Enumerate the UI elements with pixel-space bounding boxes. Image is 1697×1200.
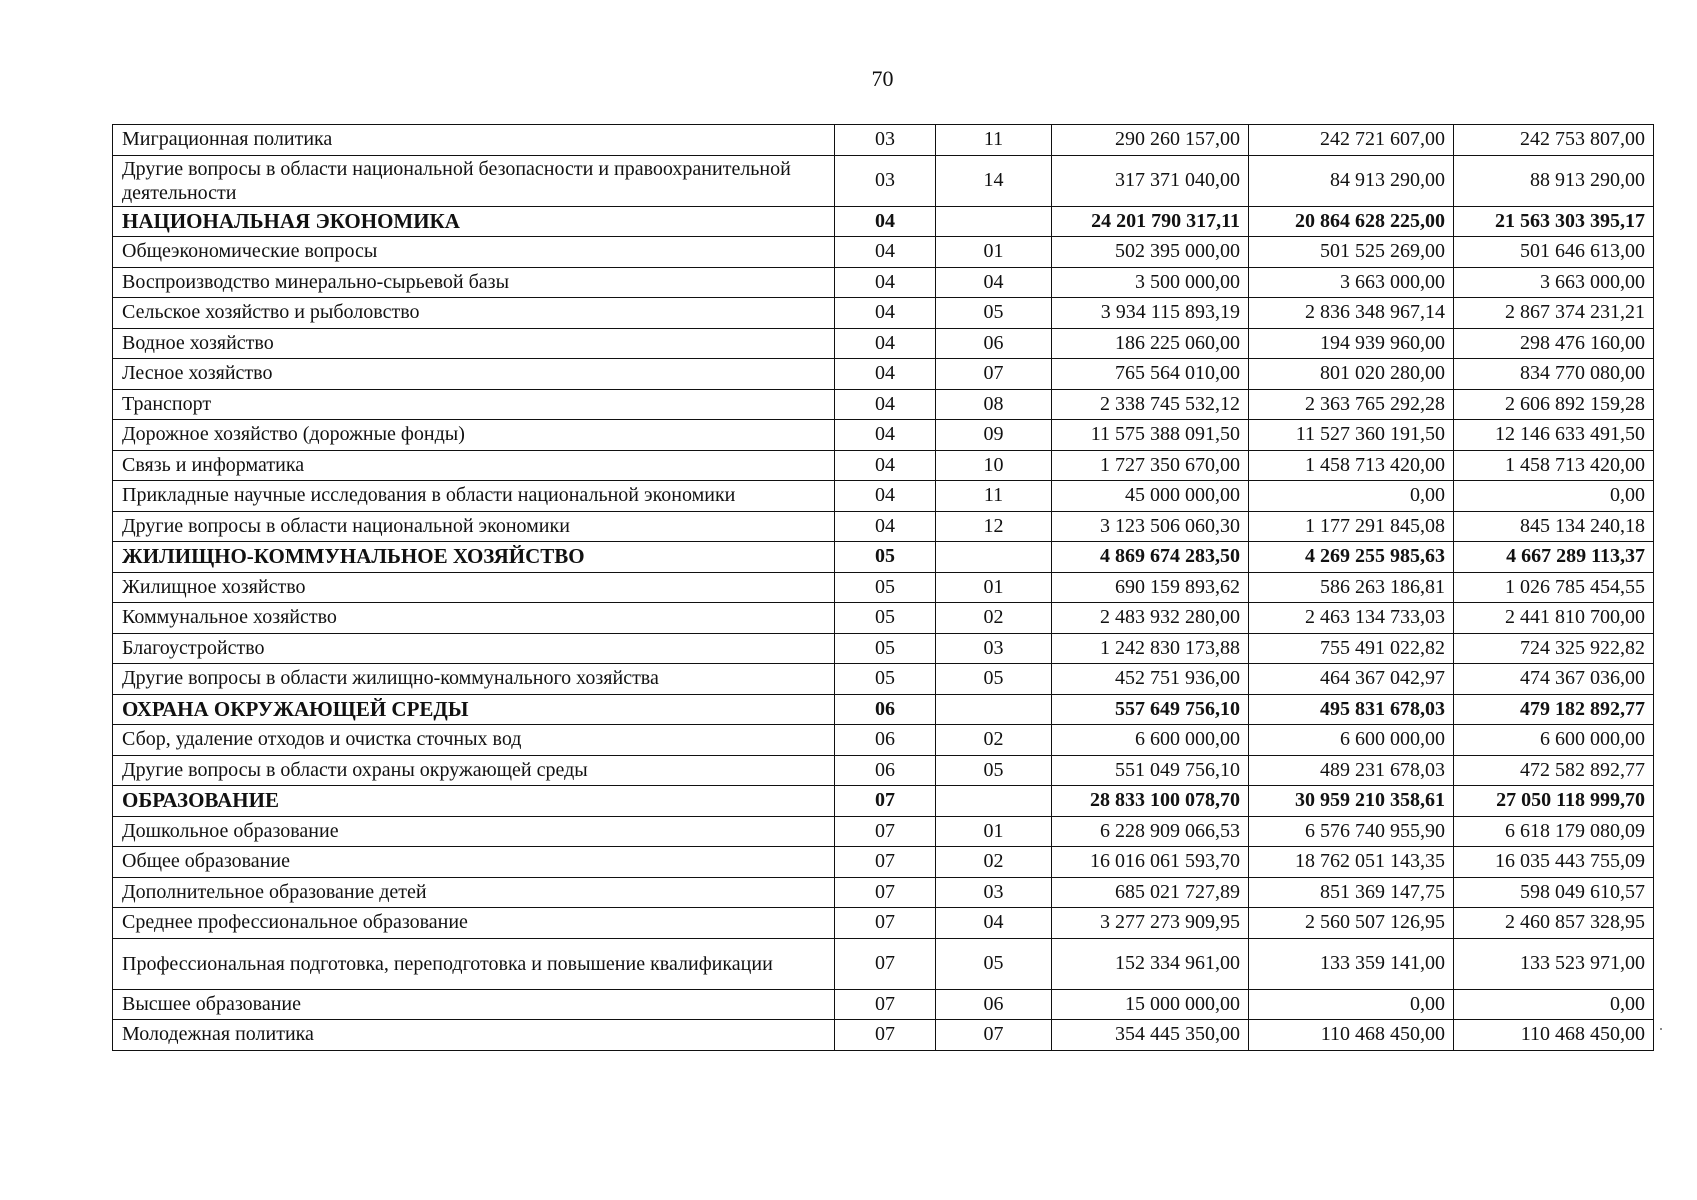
table-row	[113, 847, 1654, 878]
item-name: Связь и информатика	[113, 450, 835, 481]
amount-year-1: 765 564 010,00	[1052, 359, 1249, 390]
item-name: Воспроизводство минерально-сырьевой базы	[113, 267, 835, 298]
table-row	[113, 155, 1654, 206]
item-name: ЖИЛИЩНО-КОММУНАЛЬНОЕ ХОЗЯЙСТВО	[113, 542, 835, 573]
amount-year-3: 88 913 290,00	[1454, 155, 1654, 206]
amount-year-1: 24 201 790 317,11	[1052, 206, 1249, 237]
subsection-code: 04	[936, 267, 1052, 298]
amount-year-1: 690 159 893,62	[1052, 572, 1249, 603]
amount-year-3: 16 035 443 755,09	[1454, 847, 1654, 878]
table-row	[113, 633, 1654, 664]
table-row	[113, 328, 1654, 359]
amount-year-2: 464 367 042,97	[1249, 664, 1454, 695]
table-row	[113, 989, 1654, 1020]
amount-year-3: 27 050 118 999,70	[1454, 786, 1654, 817]
section-total-row	[113, 694, 1654, 725]
section-code: 07	[835, 786, 936, 817]
table-row	[113, 237, 1654, 268]
item-name: Другие вопросы в области охраны окружающей среды	[113, 755, 835, 786]
amount-year-3: 0,00	[1454, 989, 1654, 1020]
section-code: 06	[835, 755, 936, 786]
amount-year-1: 354 445 350,00	[1052, 1020, 1249, 1051]
amount-year-2: 2 836 348 967,14	[1249, 298, 1454, 329]
amount-year-2: 242 721 607,00	[1249, 125, 1454, 156]
amount-year-3: 2 441 810 700,00	[1454, 603, 1654, 634]
amount-year-1: 2 338 745 532,12	[1052, 389, 1249, 420]
item-name: Общее образование	[113, 847, 835, 878]
table-row	[113, 816, 1654, 847]
amount-year-2: 2 363 765 292,28	[1249, 389, 1454, 420]
table-row	[113, 420, 1654, 451]
subsection-code: 11	[936, 481, 1052, 512]
item-name: Другие вопросы в области жилищно-коммунального хозяйства	[113, 664, 835, 695]
item-name: Сбор, удаление отходов и очистка сточных вод	[113, 725, 835, 756]
section-code: 04	[835, 267, 936, 298]
section-code: 07	[835, 938, 936, 989]
subsection-code: 03	[936, 633, 1052, 664]
section-code: 04	[835, 389, 936, 420]
amount-year-2: 801 020 280,00	[1249, 359, 1454, 390]
subsection-code: 10	[936, 450, 1052, 481]
amount-year-1: 16 016 061 593,70	[1052, 847, 1249, 878]
amount-year-2: 84 913 290,00	[1249, 155, 1454, 206]
amount-year-3: 1 026 785 454,55	[1454, 572, 1654, 603]
section-code: 03	[835, 125, 936, 156]
section-code: 05	[835, 603, 936, 634]
section-code: 06	[835, 725, 936, 756]
subsection-code: 12	[936, 511, 1052, 542]
amount-year-1: 1 727 350 670,00	[1052, 450, 1249, 481]
section-code: 04	[835, 420, 936, 451]
amount-year-2: 851 369 147,75	[1249, 877, 1454, 908]
table-row	[113, 603, 1654, 634]
amount-year-3: 298 476 160,00	[1454, 328, 1654, 359]
item-name: Дорожное хозяйство (дорожные фонды)	[113, 420, 835, 451]
amount-year-1: 557 649 756,10	[1052, 694, 1249, 725]
amount-year-3: 834 770 080,00	[1454, 359, 1654, 390]
section-total-row	[113, 206, 1654, 237]
amount-year-1: 551 049 756,10	[1052, 755, 1249, 786]
table-row	[113, 572, 1654, 603]
section-code: 07	[835, 908, 936, 939]
item-name: Коммунальное хозяйство	[113, 603, 835, 634]
amount-year-3: 6 618 179 080,09	[1454, 816, 1654, 847]
amount-year-3: 1 458 713 420,00	[1454, 450, 1654, 481]
amount-year-2: 0,00	[1249, 989, 1454, 1020]
amount-year-3: 501 646 613,00	[1454, 237, 1654, 268]
item-name: Среднее профессиональное образование	[113, 908, 835, 939]
section-code: 07	[835, 989, 936, 1020]
subsection-code: 03	[936, 877, 1052, 908]
item-name: Водное хозяйство	[113, 328, 835, 359]
amount-year-1: 317 371 040,00	[1052, 155, 1249, 206]
subsection-code: 05	[936, 938, 1052, 989]
section-total-row	[113, 542, 1654, 573]
amount-year-1: 15 000 000,00	[1052, 989, 1249, 1020]
amount-year-1: 685 021 727,89	[1052, 877, 1249, 908]
amount-year-1: 4 869 674 283,50	[1052, 542, 1249, 573]
item-name: Дополнительное образование детей	[113, 877, 835, 908]
table-row	[113, 125, 1654, 156]
amount-year-2: 489 231 678,03	[1249, 755, 1454, 786]
amount-year-2: 194 939 960,00	[1249, 328, 1454, 359]
section-code: 04	[835, 237, 936, 268]
amount-year-3: 110 468 450,00	[1454, 1020, 1654, 1051]
section-code: 04	[835, 450, 936, 481]
subsection-code	[936, 206, 1052, 237]
subsection-code: 05	[936, 755, 1052, 786]
section-code: 06	[835, 694, 936, 725]
table-row	[113, 511, 1654, 542]
item-name: Прикладные научные исследования в области национальной экономики	[113, 481, 835, 512]
amount-year-3: 6 600 000,00	[1454, 725, 1654, 756]
item-name: НАЦИОНАЛЬНАЯ ЭКОНОМИКА	[113, 206, 835, 237]
amount-year-2: 110 468 450,00	[1249, 1020, 1454, 1051]
item-name: Благоустройство	[113, 633, 835, 664]
amount-year-3: 242 753 807,00	[1454, 125, 1654, 156]
amount-year-1: 290 260 157,00	[1052, 125, 1249, 156]
table-row	[113, 450, 1654, 481]
subsection-code: 05	[936, 298, 1052, 329]
amount-year-3: 12 146 633 491,50	[1454, 420, 1654, 451]
amount-year-3: 472 582 892,77	[1454, 755, 1654, 786]
item-name: Жилищное хозяйство	[113, 572, 835, 603]
section-code: 04	[835, 328, 936, 359]
subsection-code	[936, 786, 1052, 817]
item-name: Общеэкономические вопросы	[113, 237, 835, 268]
amount-year-1: 45 000 000,00	[1052, 481, 1249, 512]
item-name: Дошкольное образование	[113, 816, 835, 847]
subsection-code: 06	[936, 989, 1052, 1020]
amount-year-3: 4 667 289 113,37	[1454, 542, 1654, 573]
amount-year-3: 474 367 036,00	[1454, 664, 1654, 695]
item-name: Лесное хозяйство	[113, 359, 835, 390]
section-code: 04	[835, 511, 936, 542]
amount-year-1: 1 242 830 173,88	[1052, 633, 1249, 664]
amount-year-3: 2 460 857 328,95	[1454, 908, 1654, 939]
section-code: 04	[835, 206, 936, 237]
item-name: Профессиональная подготовка, переподготовка и повышение квалификации	[113, 938, 835, 989]
item-name: Молодежная политика	[113, 1020, 835, 1051]
section-code: 05	[835, 542, 936, 573]
amount-year-2: 0,00	[1249, 481, 1454, 512]
subsection-code: 14	[936, 155, 1052, 206]
subsection-code	[936, 694, 1052, 725]
item-name: Миграционная политика	[113, 125, 835, 156]
table-row	[113, 908, 1654, 939]
table-row	[113, 359, 1654, 390]
amount-year-1: 186 225 060,00	[1052, 328, 1249, 359]
section-code: 07	[835, 877, 936, 908]
amount-year-2: 3 663 000,00	[1249, 267, 1454, 298]
subsection-code: 06	[936, 328, 1052, 359]
section-code: 07	[835, 847, 936, 878]
section-code: 04	[835, 481, 936, 512]
page-number: 70	[871, 66, 894, 91]
amount-year-2: 6 600 000,00	[1249, 725, 1454, 756]
amount-year-3: 598 049 610,57	[1454, 877, 1654, 908]
section-code: 05	[835, 633, 936, 664]
amount-year-2: 495 831 678,03	[1249, 694, 1454, 725]
amount-year-2: 755 491 022,82	[1249, 633, 1454, 664]
table-row	[113, 267, 1654, 298]
subsection-code: 09	[936, 420, 1052, 451]
amount-year-2: 4 269 255 985,63	[1249, 542, 1454, 573]
amount-year-1: 502 395 000,00	[1052, 237, 1249, 268]
table-row	[113, 877, 1654, 908]
amount-year-1: 3 123 506 060,30	[1052, 511, 1249, 542]
section-code: 04	[835, 359, 936, 390]
subsection-code: 07	[936, 1020, 1052, 1051]
subsection-code: 01	[936, 816, 1052, 847]
amount-year-1: 3 500 000,00	[1052, 267, 1249, 298]
table-row	[113, 1020, 1654, 1051]
table-row	[113, 481, 1654, 512]
item-name: ОБРАЗОВАНИЕ	[113, 786, 835, 817]
amount-year-2: 501 525 269,00	[1249, 237, 1454, 268]
amount-year-3: 479 182 892,77	[1454, 694, 1654, 725]
amount-year-2: 133 359 141,00	[1249, 938, 1454, 989]
subsection-code: 02	[936, 725, 1052, 756]
amount-year-3: 2 867 374 231,21	[1454, 298, 1654, 329]
amount-year-2: 18 762 051 143,35	[1249, 847, 1454, 878]
item-name: Сельское хозяйство и рыболовство	[113, 298, 835, 329]
subsection-code: 01	[936, 237, 1052, 268]
table-row	[113, 389, 1654, 420]
section-code: 05	[835, 572, 936, 603]
amount-year-1: 6 600 000,00	[1052, 725, 1249, 756]
table-row	[113, 755, 1654, 786]
amount-year-1: 11 575 388 091,50	[1052, 420, 1249, 451]
subsection-code: 02	[936, 603, 1052, 634]
subsection-code: 02	[936, 847, 1052, 878]
budget-table-body	[113, 125, 1654, 1051]
amount-year-1: 2 483 932 280,00	[1052, 603, 1249, 634]
scan-speck	[1660, 1028, 1662, 1030]
subsection-code: 05	[936, 664, 1052, 695]
amount-year-3: 21 563 303 395,17	[1454, 206, 1654, 237]
amount-year-2: 586 263 186,81	[1249, 572, 1454, 603]
amount-year-3: 2 606 892 159,28	[1454, 389, 1654, 420]
amount-year-3: 133 523 971,00	[1454, 938, 1654, 989]
subsection-code: 04	[936, 908, 1052, 939]
amount-year-2: 20 864 628 225,00	[1249, 206, 1454, 237]
subsection-code: 01	[936, 572, 1052, 603]
section-code: 07	[835, 816, 936, 847]
table-row	[113, 298, 1654, 329]
amount-year-2: 1 458 713 420,00	[1249, 450, 1454, 481]
item-name: Другие вопросы в области национальной безопасности и правоохранительной деятельности	[113, 155, 835, 206]
budget-table	[112, 124, 1654, 1051]
amount-year-1: 452 751 936,00	[1052, 664, 1249, 695]
amount-year-3: 724 325 922,82	[1454, 633, 1654, 664]
subsection-code	[936, 542, 1052, 573]
table-row	[113, 938, 1654, 989]
amount-year-2: 1 177 291 845,08	[1249, 511, 1454, 542]
section-code: 07	[835, 1020, 936, 1051]
item-name: Высшее образование	[113, 989, 835, 1020]
amount-year-2: 6 576 740 955,90	[1249, 816, 1454, 847]
amount-year-2: 11 527 360 191,50	[1249, 420, 1454, 451]
amount-year-3: 845 134 240,18	[1454, 511, 1654, 542]
amount-year-2: 2 463 134 733,03	[1249, 603, 1454, 634]
table-row	[113, 664, 1654, 695]
amount-year-1: 3 934 115 893,19	[1052, 298, 1249, 329]
amount-year-1: 28 833 100 078,70	[1052, 786, 1249, 817]
amount-year-2: 30 959 210 358,61	[1249, 786, 1454, 817]
amount-year-1: 152 334 961,00	[1052, 938, 1249, 989]
subsection-code: 07	[936, 359, 1052, 390]
item-name: Другие вопросы в области национальной экономики	[113, 511, 835, 542]
subsection-code: 08	[936, 389, 1052, 420]
section-code: 03	[835, 155, 936, 206]
amount-year-3: 0,00	[1454, 481, 1654, 512]
amount-year-1: 6 228 909 066,53	[1052, 816, 1249, 847]
item-name: Транспорт	[113, 389, 835, 420]
section-code: 05	[835, 664, 936, 695]
amount-year-1: 3 277 273 909,95	[1052, 908, 1249, 939]
table-row	[113, 725, 1654, 756]
section-total-row	[113, 786, 1654, 817]
subsection-code: 11	[936, 125, 1052, 156]
amount-year-2: 2 560 507 126,95	[1249, 908, 1454, 939]
amount-year-3: 3 663 000,00	[1454, 267, 1654, 298]
item-name: ОХРАНА ОКРУЖАЮЩЕЙ СРЕДЫ	[113, 694, 835, 725]
section-code: 04	[835, 298, 936, 329]
